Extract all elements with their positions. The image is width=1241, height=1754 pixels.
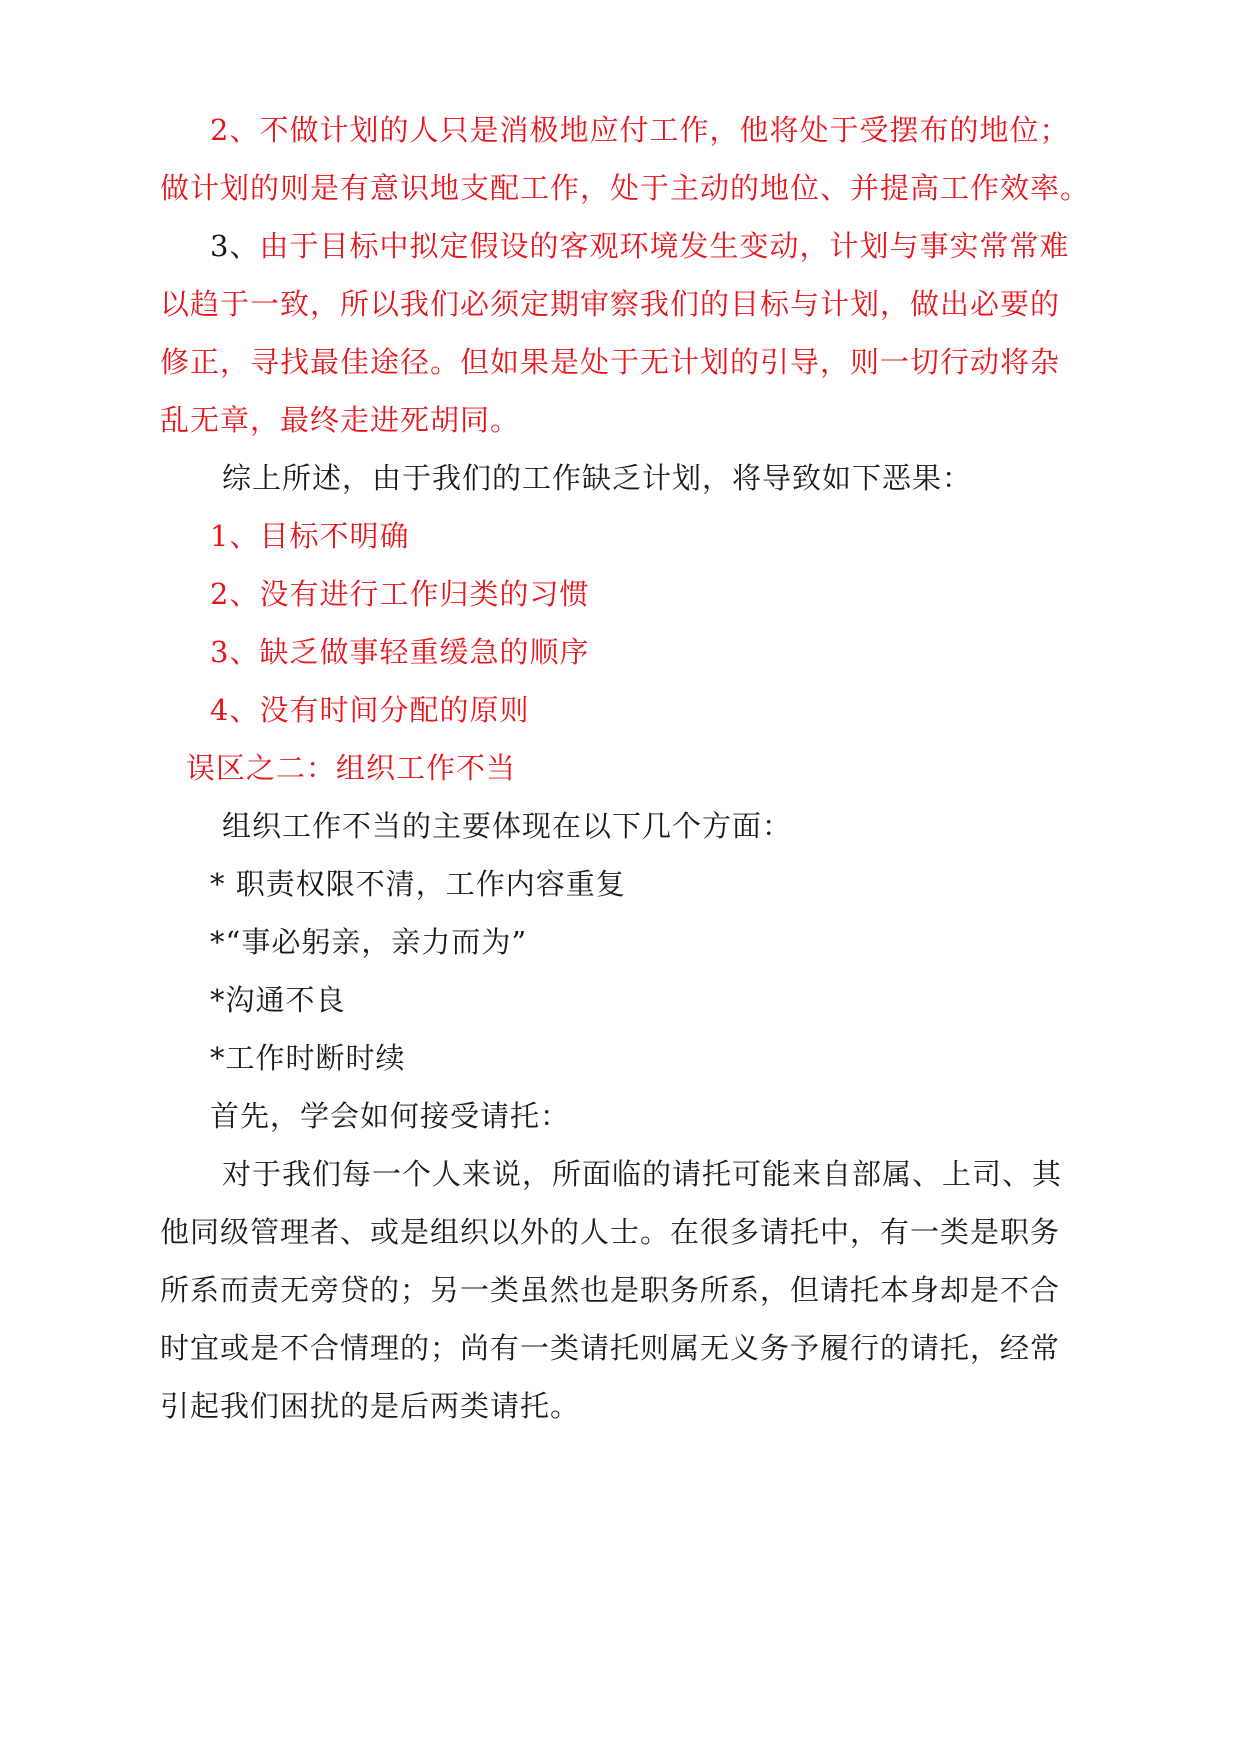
bullet-item: *沟通不良 [210,983,346,1017]
bullet-item: *工作时断时续 [210,1041,406,1075]
paragraph-line: 所系而责无旁贷的；另一类虽然也是职务所系，但请托本身却是不合 [160,1273,1061,1307]
paragraph-line [210,226,1069,266]
paragraph-line: 引起我们困扰的是后两类请托。 [160,1389,581,1423]
paragraph-line: 以趋于一致，所以我们必须定期审察我们的目标与计划，做出必要的 [160,287,1061,321]
summary-line: 综上所述，由于我们的工作缺乏计划，将导致如下恶果： [222,461,973,495]
paragraph-line: 乱无章，最终走进死胡同。 [160,403,521,437]
paragraph-line: 时宜或是不合情理的；尚有一类请托则属无义务予履行的请托，经常 [160,1331,1061,1365]
list-item: 2、没有进行工作归类的习惯 [210,577,590,611]
bullet-item: *“事必躬亲，亲力而为” [210,925,528,959]
paragraph-line: 修正，寻找最佳途径。但如果是处于无计划的引导，则一切行动将杂 [160,345,1061,379]
bullet-item: * 职责权限不清，工作内容重复 [210,867,626,901]
list-item: 4、没有时间分配的原则 [210,693,530,727]
paragraph-line: 他同级管理者、或是组织以外的人士。在很多请托中，有一类是职务 [160,1215,1061,1249]
paragraph-line: 对于我们每一个人来说，所面临的请托可能来自部属、上司、其 [222,1157,1063,1191]
subheading: 首先，学会如何接受请托： [210,1099,571,1133]
paragraph-line: 做计划的则是有意识地支配工作，处于主动的地位、并提高工作效率。 [160,171,1091,205]
paragraph-text: 由于目标中拟定假设的客观环境发生变动，计划与事实常常难 [259,229,1070,263]
section-heading: 误区之二：组织工作不当 [186,751,517,785]
paragraph-line: 组织工作不当的主要体现在以下几个方面： [222,809,793,843]
list-number: 3、 [210,229,260,263]
list-item: 3、缺乏做事轻重缓急的顺序 [210,635,590,669]
paragraph-line: 2、不做计划的人只是消极地应付工作，他将处于受摆布的地位； [210,113,1070,147]
list-item: 1、目标不明确 [210,519,410,553]
